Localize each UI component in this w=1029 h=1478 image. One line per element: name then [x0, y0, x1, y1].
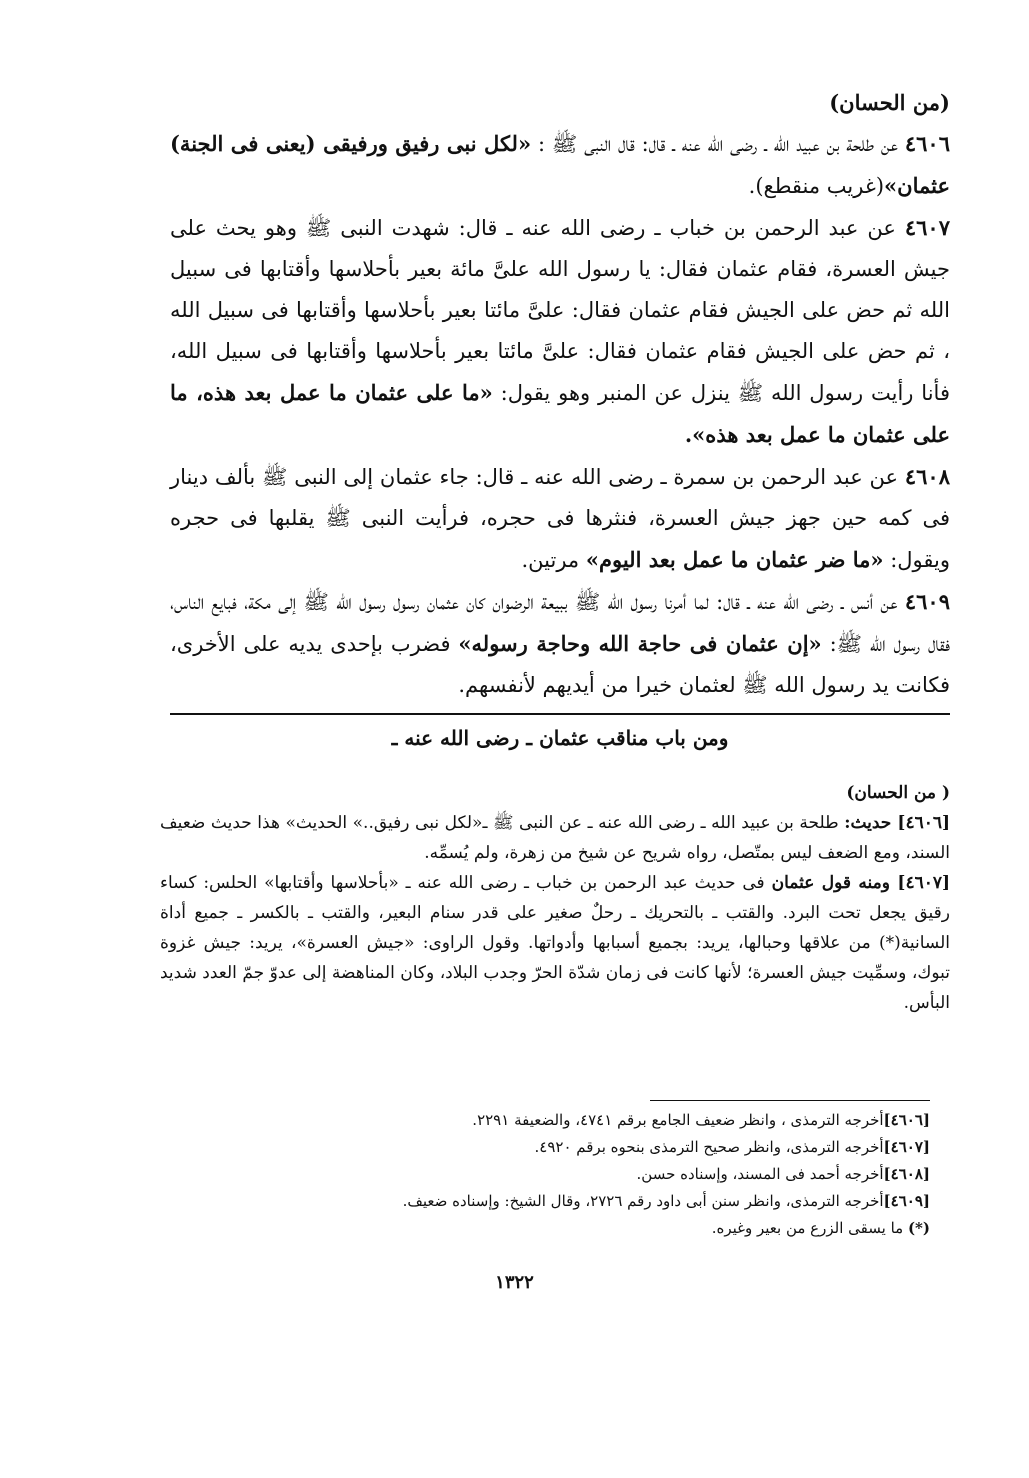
- commentary-text: فى حديث عبد الرحمن بن خباب ـ رضى الله عنه ـ «بأحلاسها وأقتابها» الحلس: كساء رقيق يجعل تحت البرد. والقتب ـ بالتحريك ـ رحلٌ صغير على قدر سنام البعير، والقتب ـ بالكسر ـ جميع أداة السانية(*) من علاقها وحبالها، يريد: بجميع أسبابها وأدواتها. وقول الراوى: «جيش العسرة»، يريد: جيش غزوة تبوك، وسمِّيت جيش العسرة؛ لأنها كانت فى زمان شدّة الحرّ وجدب البلاد، وكان المناهضة إلى عدوّ جمّ العدد شديد البأس.: [160, 873, 950, 1013]
- commentary-text: طلحة بن عبيد الله ـ رضى الله عنه ـ عن النبى ﷺ ـ«لكل نبى رفيق..» الحديث» هذا حديث ضعيف السند، ومع الضعف ليس بمتّصل، رواه شريح عن شيخ من زهرة، ولم يُسمِّه.: [160, 813, 950, 863]
- footnote-ref: [٤٦٠٦]: [883, 1111, 930, 1129]
- hadith-number: ٤٦٠٩: [904, 589, 950, 614]
- commentary-ref: [٤٦٠٧] ومنه قول عثمان: [771, 873, 951, 893]
- commentary-section: [160, 778, 950, 1018]
- footnote-item: [300, 1161, 930, 1188]
- footnote-item: [300, 1188, 930, 1215]
- footnote-ref: (*): [907, 1219, 930, 1237]
- commentary-4607: [160, 868, 950, 1018]
- hadith-4606: [170, 123, 950, 207]
- hadith-quote: «إن عثمان فى حاجة الله وحاجة رسوله»: [458, 631, 822, 656]
- hadith-quote: «ما على عثمان ما عمل بعد هذه، ما على عثمان ما عمل بعد هذه».: [170, 380, 950, 447]
- hadith-number: ٤٦٠٦: [904, 131, 950, 156]
- footnotes: [300, 1100, 930, 1242]
- hadith-text: عن طلحة بن عبيد الله ـ رضى الله عنه ـ قال: قال النبى ﷺ :: [537, 132, 898, 156]
- footnote-item: [300, 1107, 930, 1134]
- hadith-quote: «ما ضر عثمان ما عمل بعد اليوم»: [585, 547, 884, 572]
- footnote-text: أخرجه الترمذى، وانظر سنن أبى داود رقم ٢٧٢٦، وقال الشيخ: وإسناده ضعيف.: [402, 1192, 884, 1210]
- hadith-4607: [170, 207, 950, 456]
- commentary-ref: [٤٦٠٦] حديث:: [844, 813, 951, 833]
- hadith-quote: «لكل نبى رفيق ورفيقى (يعنى فى الجنة) عثمان»: [170, 131, 950, 198]
- hadith-4609: [170, 581, 950, 706]
- hadith-4608: [170, 456, 950, 581]
- footnote-item: [300, 1215, 930, 1242]
- page-number: ١٣٢٢: [495, 1272, 534, 1293]
- footnote-ref: [٤٦٠٩]: [883, 1192, 930, 1210]
- chapter-title: ومن باب مناقب عثمان ـ رضى الله عنه ـ: [391, 726, 729, 750]
- hadith-tail: (غريب منقطع).: [748, 174, 885, 198]
- footnote-ref: [٤٦٠٨]: [883, 1165, 930, 1183]
- section-divider: [170, 713, 950, 715]
- commentary-source-heading: ( من الحسان): [846, 783, 950, 803]
- hadith-number: ٤٦٠٨: [904, 464, 950, 489]
- hadith-text: عن أنس ـ رضى الله عنه ـ قال: لما أمرنا رسول الله ﷺ ببيعة الرضوان كان عثمان رسول رسول الله ﷺ إلى مكة، فبايع الناس، فقال رسول الله ﷺ:: [170, 590, 950, 656]
- footnote-divider: [650, 1100, 930, 1101]
- section-source-heading: (من الحسان): [829, 90, 950, 115]
- footnote-text: ما يسقى الزرع من بعير وغيره.: [711, 1219, 904, 1237]
- hadith-text: عن عبد الرحمن بن خباب ـ رضى الله عنه ـ قال: شهدت النبى ﷺ وهو يحث على جيش العسرة، فقام عثمان فقال: يا رسول الله علىَّ مائة بعير بأحلاسها وأقتابها فى سبيل الله ثم حض على الجيش فقام عثمان فقال: علىَّ مائتا بعير بأحلاسها وأقتابها فى سبيل الله ، ثم حض على الجيش فقام عثمان فقال: علىَّ مائتا بعير بأحلاسها وأقتابها فى سبيل الله، فأنا رأيت رسول الله ﷺ ينزل عن المنبر وهو يقول:: [170, 216, 950, 405]
- commentary-4606: [160, 808, 950, 868]
- footnote-text: أخرجه أحمد فى المسند، وإسناده حسن.: [636, 1165, 884, 1183]
- hadith-tail: فضرب بإحدى يديه على الأخرى، فكانت يد رسول الله ﷺ لعثمان خيرا من أيديهم لأنفسهم.: [170, 632, 950, 697]
- footnote-ref: [٤٦٠٧]: [883, 1138, 930, 1156]
- hadith-number: ٤٦٠٧: [904, 215, 950, 240]
- hadith-tail: مرتين.: [521, 548, 580, 572]
- hadith-section: [170, 82, 950, 706]
- hadith-text: عن عبد الرحمن بن سمرة ـ رضى الله عنه ـ قال: جاء عثمان إلى النبى ﷺ بألف دينار فى كمه حين جهز جيش العسرة، فنثرها فى حجره، فرأيت النبى ﷺ يقلبها فى حجره ويقول:: [170, 465, 950, 572]
- footnote-item: [300, 1134, 930, 1161]
- footnote-text: أخرجه الترمذى، وانظر صحيح الترمذى بنحوه برقم ٤٩٢٠.: [534, 1138, 884, 1156]
- footnote-text: أخرجه الترمذى ، وانظر ضعيف الجامع برقم ٤٧٤١، والضعيفة ٢٢٩١.: [472, 1111, 884, 1129]
